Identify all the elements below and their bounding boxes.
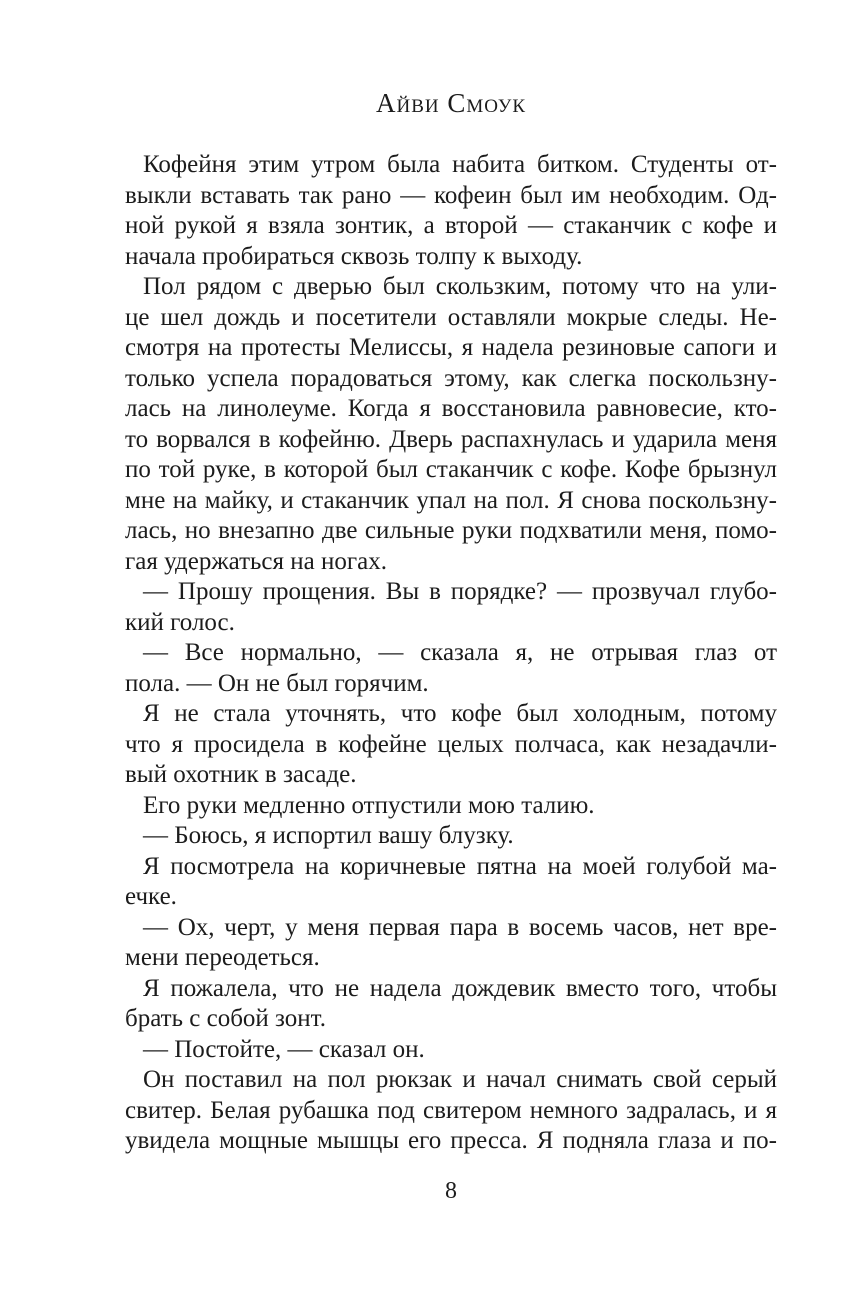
text-line: выкли вставать так рано — кофеин был им необходим. Од- [125,181,777,209]
text-line: — Постойте, — сказал он. [143,1035,425,1063]
text-line: мне на майку, и стаканчик упал на пол. Я снова поскользну- [125,486,777,514]
body-text [125,150,777,1157]
text-line: гая удержаться на ногах. [125,547,387,575]
text-line: — Прошу прощения. Вы в порядке? — прозвучал глубо- [143,578,777,605]
text-line: то ворвался в кофейню. Дверь распахнулась и ударила меня [125,425,777,453]
text-line: Я посмотрела на коричневые пятна на моей голубой ма- [143,852,777,880]
text-line: брать с собой зонт. [125,1005,326,1032]
text-line: лась на линолеуме. Когда я восстановила равновесие, кто- [125,395,777,422]
running-header: Айви Смоук [375,88,527,118]
text-line: по той руке, в которой был стаканчик с кофе. Кофе брызнул [125,456,777,483]
text-line: лась, но внезапно две сильные руки подхватили меня, помо- [125,517,777,544]
text-line: вый охотник в засаде. [125,761,357,788]
text-line: Кофейня этим утром была набита битком. Студенты от- [143,151,777,178]
text-line: — Боюсь, я испортил вашу блузку. [143,822,514,849]
text-line: мени переодеться. [125,944,320,971]
text-line: Пол рядом с дверью был скользким, потому что на ули- [143,273,777,300]
text-line: что я просидела в кофейне целых полчаса, как незадачли- [125,730,777,758]
text-line: только успела порадоваться этому, как слегка поскользну- [125,364,777,392]
page-number: 8 [445,1178,457,1204]
text-line: — Все нормально, — сказала я, не отрывая глаз от [143,639,777,666]
text-line: Я не стала уточнять, что кофе был холодным, потому [143,700,777,727]
text-line: ной рукой я взяла зонтик, а второй — стаканчик с кофе и [125,212,777,239]
text-line: увидела мощные мышцы его пресса. Я подняла глаза и по- [125,1127,777,1154]
text-line: кий голос. [125,608,235,636]
text-line: ечке. [125,883,177,910]
text-line: — Ох, черт, у меня первая пара в восемь часов, нет вре- [143,913,777,941]
text-line: пола. — Он не был горячим. [125,669,429,697]
text-line: начала пробираться сквозь толпу к выходу. [125,242,583,270]
text-line: Я пожалела, что не надела дождевик вместо того, чтобы [143,974,777,1002]
text-line: смотря на протесты Мелиссы, я надела резиновые сапоги и [125,334,777,361]
text-line: свитер. Белая рубашка под свитером немного задралась, и я [125,1096,777,1124]
text-line: це шел дождь и посетители оставляли мокрые следы. Не- [125,303,777,331]
text-line: Он поставил на пол рюкзак и начал снимать свой серый [143,1066,777,1093]
text-line: Его руки медленно отпустили мою талию. [143,791,595,819]
